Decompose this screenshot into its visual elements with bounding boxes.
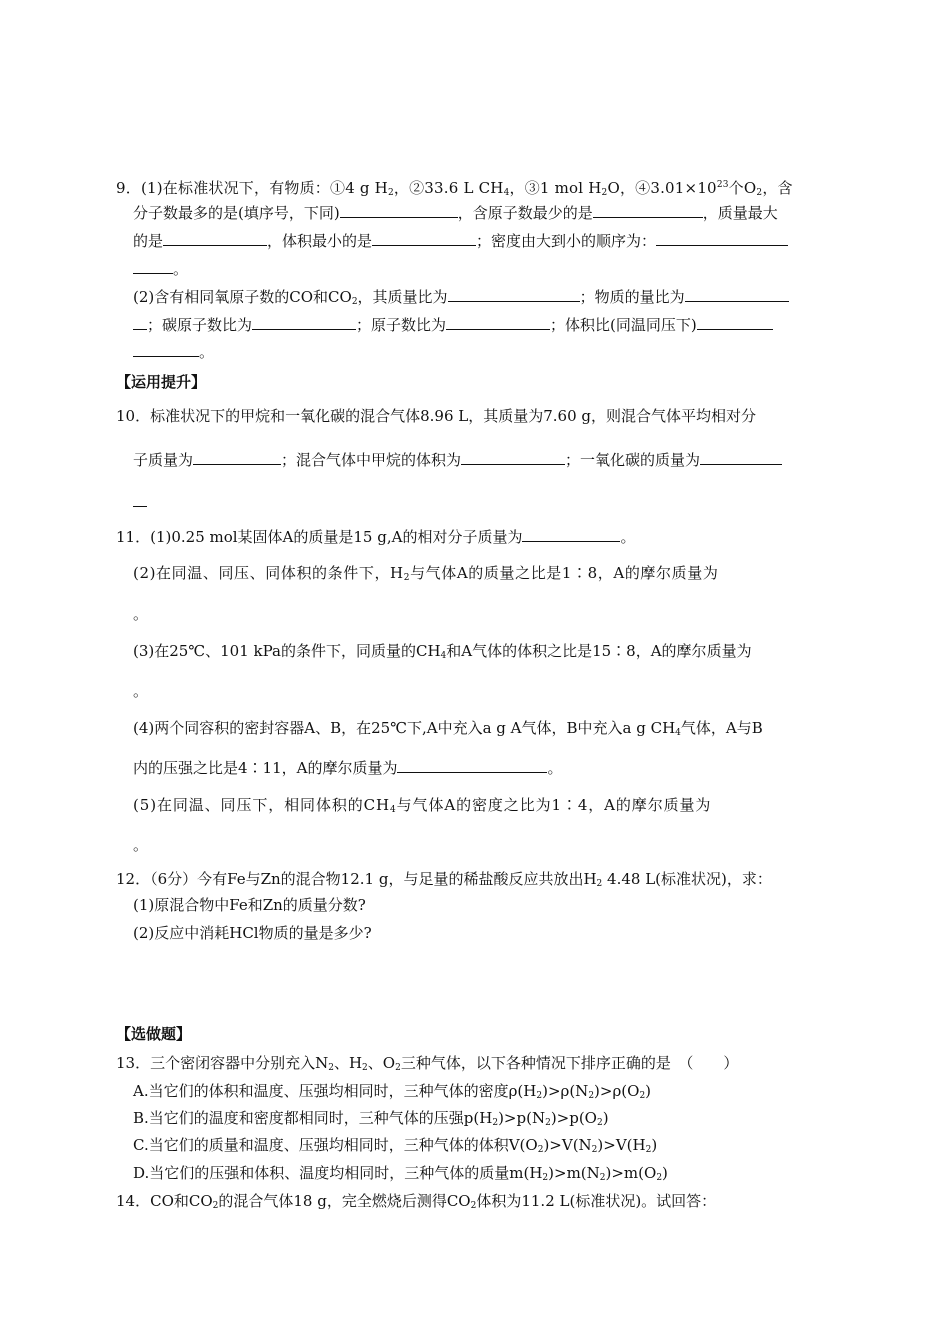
q9-line-1: 9．(1)在标准状况下，有物质：①4 g $H_2$，②33.6 L $CH_4$，③1 mol $H_2O$，$④3.01\times 10^{23}$个$O_2$，含 — [116, 179, 793, 198]
q13-option-a[interactable]: A.当它们的体积和温度、压强均相同时，三种气体的密度$\rho(H_2)>\rho(N_2)>\rho(O_2)$ — [133, 1082, 652, 1101]
answer-blank[interactable] — [461, 448, 565, 465]
answer-blank[interactable] — [446, 313, 550, 330]
q9-line-5: (2)含有相同氧原子数的CO和$CO_2$，其质量比为 ；物质的量比为 — [133, 285, 789, 313]
q13-option-d[interactable]: D.当它们的压强和体积、温度均相同时，三种气体的质量$m(H_2)>m(N_2)>m(O_2)$ — [133, 1164, 668, 1183]
q10-line-3 — [133, 490, 147, 513]
q14-line-1: 14．CO和$CO_2$的混合气体18 g，完全燃烧后测得$CO_2$体积为11.2 L(标准状况)。试回答： — [116, 1192, 717, 1211]
answer-blank[interactable] — [522, 525, 620, 542]
q11-line-1: 11．(1)0.25 mol某固体A的质量是15 g,A的相对分子质量为 。 — [116, 525, 635, 548]
q9-line-3: 的是 ，体积最小的是 ；密度由大到小的顺序为： — [133, 229, 788, 252]
q13-option-c[interactable]: C.当它们的质量和温度、压强均相同时，三种气体的体积$V(O_2)>V(N_2)>V(H_2)$ — [133, 1136, 658, 1155]
q12-line-3: (2)反应中消耗HCl物质的量是多少? — [133, 924, 372, 942]
answer-blank[interactable] — [593, 201, 703, 218]
q11-line-5: (5)在同温、同压下，相同体积的$CH_4$与气体A的密度之比为1∶4，A的摩尔质量为 — [133, 796, 712, 815]
q9-line-7: 。 — [133, 340, 214, 363]
answer-blank[interactable] — [685, 285, 789, 302]
q9-line-2: 分子数最多的是(填序号，下同) ，含原子数最少的是 ，质量最大 — [133, 201, 778, 224]
q13-option-b[interactable]: B.当它们的温度和密度都相同时，三种气体的压强$p(H_2)>p(N_2)>p(O_2)$ — [133, 1109, 609, 1128]
q12-line-2: (1)原混合物中Fe和Zn的质量分数? — [133, 896, 366, 914]
q11-line-5-end: 。 — [133, 836, 149, 854]
q10-line-1: 10．标准状况下的甲烷和一氧化碳的混合气体8.96 L，其质量为7.60 g，则混合气体平均相对分 — [116, 407, 756, 425]
answer-blank[interactable] — [133, 313, 147, 330]
q11-line-4: (4)两个同容积的密封容器A、B，在25℃下,A中充入a g A气体，B中充入a g $CH_4$气体，A与B — [133, 719, 763, 738]
section-heading-apply: 【运用提升】 — [116, 373, 207, 391]
answer-blank[interactable] — [448, 285, 580, 302]
answer-blank[interactable] — [163, 229, 267, 246]
q12-line-1: 12．（6分）今有Fe与Zn的混合物12.1 g，与足量的稀盐酸反应共放出$H_2$ 4.48 L(标准状况)，求： — [116, 870, 772, 889]
answer-blank[interactable] — [372, 229, 476, 246]
answer-blank[interactable] — [656, 229, 788, 246]
answer-blank[interactable] — [697, 313, 773, 330]
answer-blank[interactable] — [133, 257, 173, 274]
q9-line-4: 。 — [133, 257, 188, 280]
answer-blank[interactable] — [340, 201, 458, 218]
q11-line-3: (3)在25℃、101 kPa的条件下，同质量的$CH_4$和A气体的体积之比是15∶8，A的摩尔质量为 — [133, 642, 752, 661]
q11-line-4b: 内的压强之比是4∶11，A的摩尔质量为 。 — [133, 756, 562, 779]
q9-line-6: ；碳原子数比为 ；原子数比为 ；体积比(同温同压下) — [133, 313, 773, 336]
answer-blank[interactable] — [133, 340, 199, 357]
answer-blank[interactable] — [252, 313, 356, 330]
answer-blank[interactable] — [397, 756, 547, 773]
answer-blank[interactable] — [133, 490, 147, 507]
q10-line-2: 子质量为 ；混合气体中甲烷的体积为 ；一氧化碳的质量为 — [133, 448, 782, 471]
q13-stem: 13．三个密闭容器中分别充入$N_2$、$H_2$、$O_2$三种气体，以下各种情况下排序正确的是 （ ） — [116, 1054, 739, 1073]
answer-blank[interactable] — [193, 448, 281, 465]
q11-line-2: (2)在同温、同压、同体积的条件下，$H_2$与气体A的质量之比是1∶8，A的摩尔质量为 — [133, 564, 719, 583]
section-heading-optional: 【选做题】 — [116, 1025, 192, 1043]
answer-blank[interactable] — [700, 448, 782, 465]
q11-line-3-end: 。 — [133, 682, 149, 700]
q11-line-2-end: 。 — [133, 605, 149, 623]
